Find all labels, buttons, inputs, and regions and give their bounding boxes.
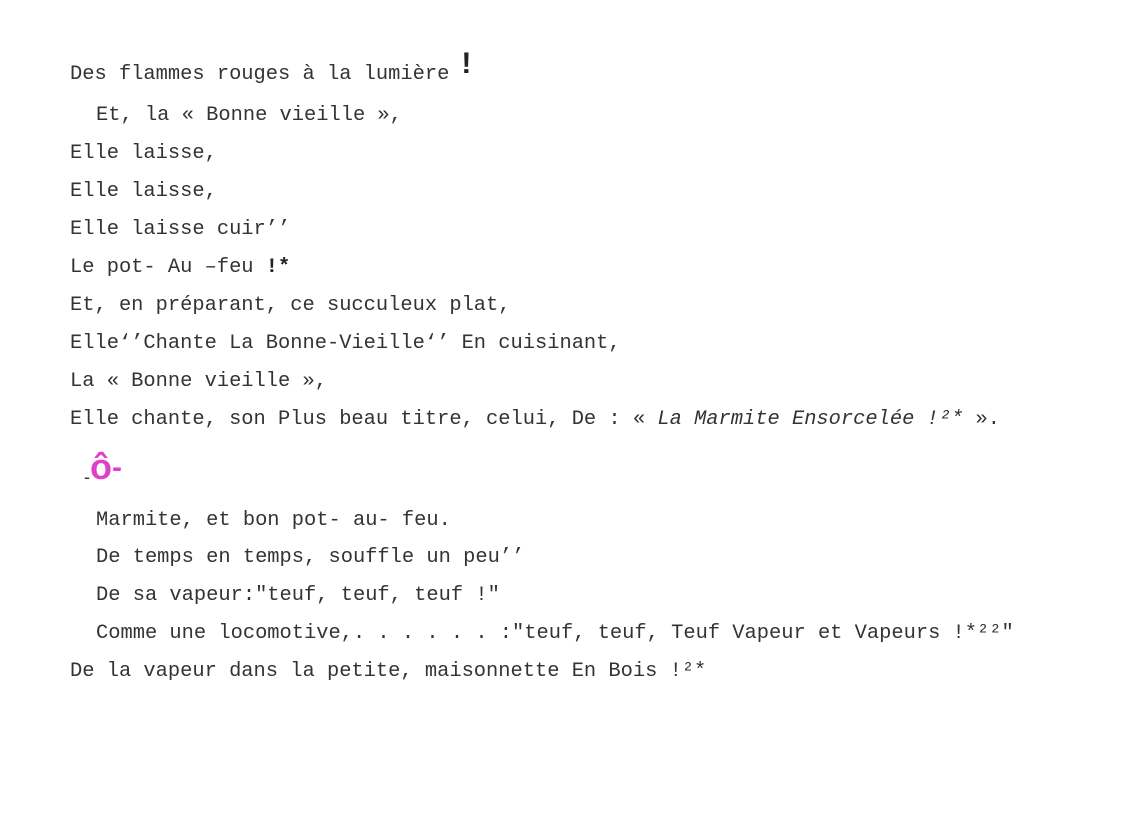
poem-line-6-text: Le pot- Au –feu [70,256,266,279]
poem-line-2: Et, la « Bonne vieille », [96,104,402,127]
poem-line-3: Elle laisse, [70,142,217,165]
song-title: La Marmite Ensorcelée !²* [657,408,964,431]
poem-line-4: Elle laisse, [70,180,217,203]
poem-line-1-text: Des flammes rouges à la lumière [70,63,450,86]
poem-line-8: Elle‘’Chante La Bonne-Vieille‘’ En cuisinant, [70,332,621,355]
stanza-separator [84,444,122,490]
poem-line-5: Elle laisse cuir’’ [70,218,291,241]
poem-line-9: La « Bonne vieille », [70,370,327,393]
poem-line-12: De temps en temps, souffle un peu’’ [96,546,525,569]
poem-line-10-start: Elle chante, son Plus beau titre, celui, De : « [70,408,658,431]
poem-line-13: De sa vapeur:"teuf, teuf, teuf !" [96,584,500,607]
poem-line-1 [70,47,472,87]
exclamation-mark: ! [461,47,472,80]
poem-line-6 [70,256,290,280]
separator-dash-right: - [112,451,122,484]
poem-line-10 [70,408,1000,432]
poem-line-6-mark: !* [265,256,291,279]
poem-line-10-end: ». [963,408,1000,431]
poem-line-14: Comme une locomotive,. . . . . . :"teuf, teuf, Teuf Vapeur et Vapeurs !*²²" [96,622,1014,645]
separator-dash-left: - [84,467,90,487]
separator-o-circumflex: ô [90,446,112,487]
poem-line-7: Et, en préparant, ce succuleux plat, [70,294,511,317]
poem-line-15: De la vapeur dans la petite, maisonnette En Bois !²* [70,660,707,683]
poem-line-11: Marmite, et bon pot- au- feu. [96,509,451,532]
